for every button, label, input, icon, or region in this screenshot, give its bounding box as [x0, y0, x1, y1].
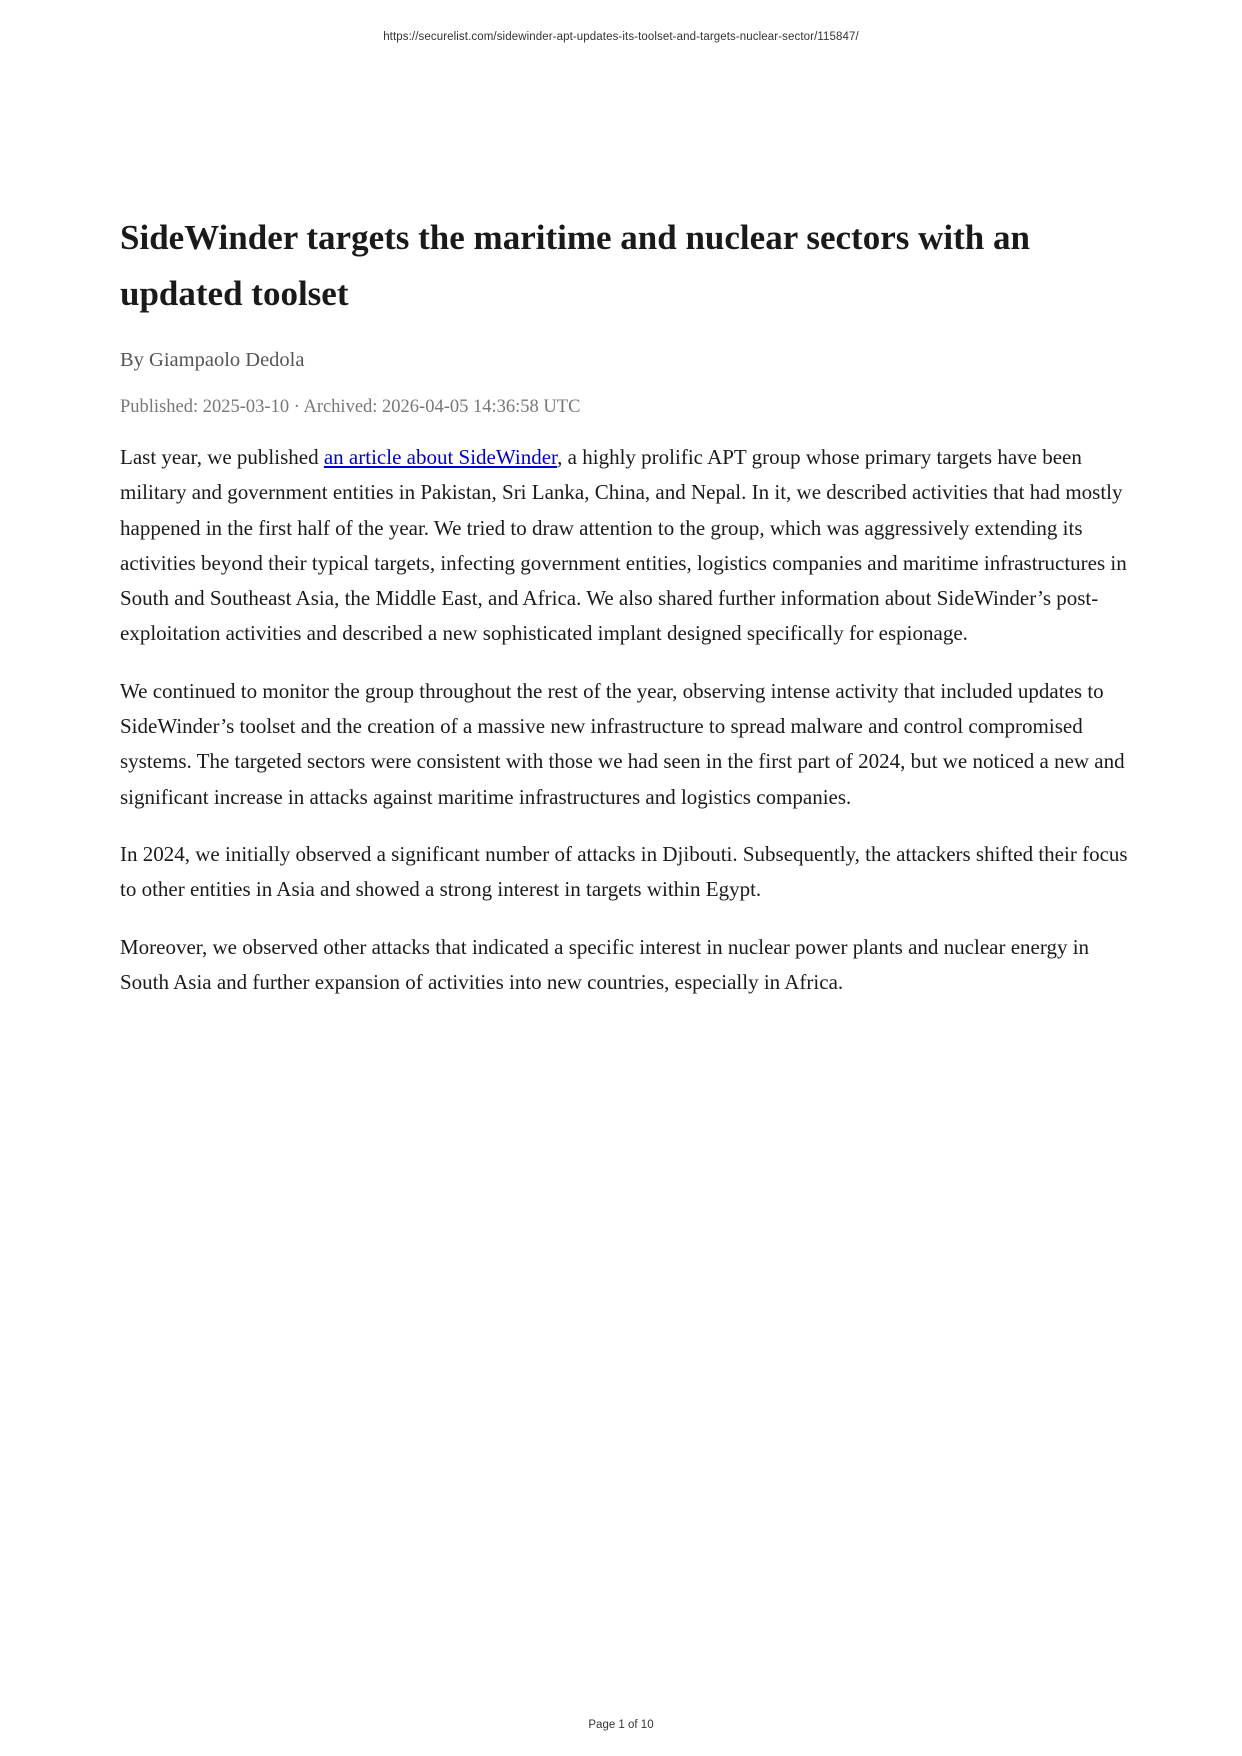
page-url: https://securelist.com/sidewinder-apt-updates-its-toolset-and-targets-nuclear-sector/115847/ [383, 31, 859, 43]
paragraph-1-rest: , a highly prolific APT group whose primary targets have been military and government entities in Pakistan, Sri Lanka, China, and Nepal. In it, we described activities that had mostly happened in the first half of the year. We tried to draw attention to the group, which was aggressively extending its activities beyond their typical targets, infecting government entities, logistics companies and maritime infrastructures in South and Southeast Asia, the Middle East, and Africa. We also shared further information about SideWinder’s post-exploitation activities and described a new sophisticated implant designed specifically for espionage. [120, 445, 1127, 646]
article-byline: By Giampaolo Dedola [120, 349, 305, 371]
page-number: Page 1 of 10 [588, 1719, 654, 1731]
paragraph-2: We continued to monitor the group throughout the rest of the year, observing intense activity that included updates to SideWinder’s toolset and the creation of a massive new infrastructure to spread malware and control compromised systems. The targeted sectors were consistent with those we had seen in the first part of 2024, but we noticed a new and significant increase in attacks against maritime infrastructures and logistics companies. [120, 678, 1125, 809]
paragraph-1-lead: Last year, we published [120, 445, 324, 469]
paragraph-1 [120, 440, 1140, 652]
article-body [120, 440, 1140, 1000]
article-title: SideWinder targets the maritime and nuclear sectors with an updated toolset [120, 218, 1030, 313]
article-meta: Published: 2025-03-10 · Archived: 2026-04-05 14:36:58 UTC [120, 397, 581, 417]
paragraph-3: In 2024, we initially observed a significant number of attacks in Djibouti. Subsequently, the attackers shifted their focus to other entities in Asia and showed a strong interest in targets within Egypt. [120, 841, 1128, 902]
article [120, 210, 1140, 1022]
paragraph-4: Moreover, we observed other attacks that indicated a specific interest in nuclear power plants and nuclear energy in South Asia and further expansion of activities into new countries, especially in Africa. [120, 934, 1090, 994]
sidewinder-article-link[interactable]: an article about SideWinder [323, 445, 558, 469]
